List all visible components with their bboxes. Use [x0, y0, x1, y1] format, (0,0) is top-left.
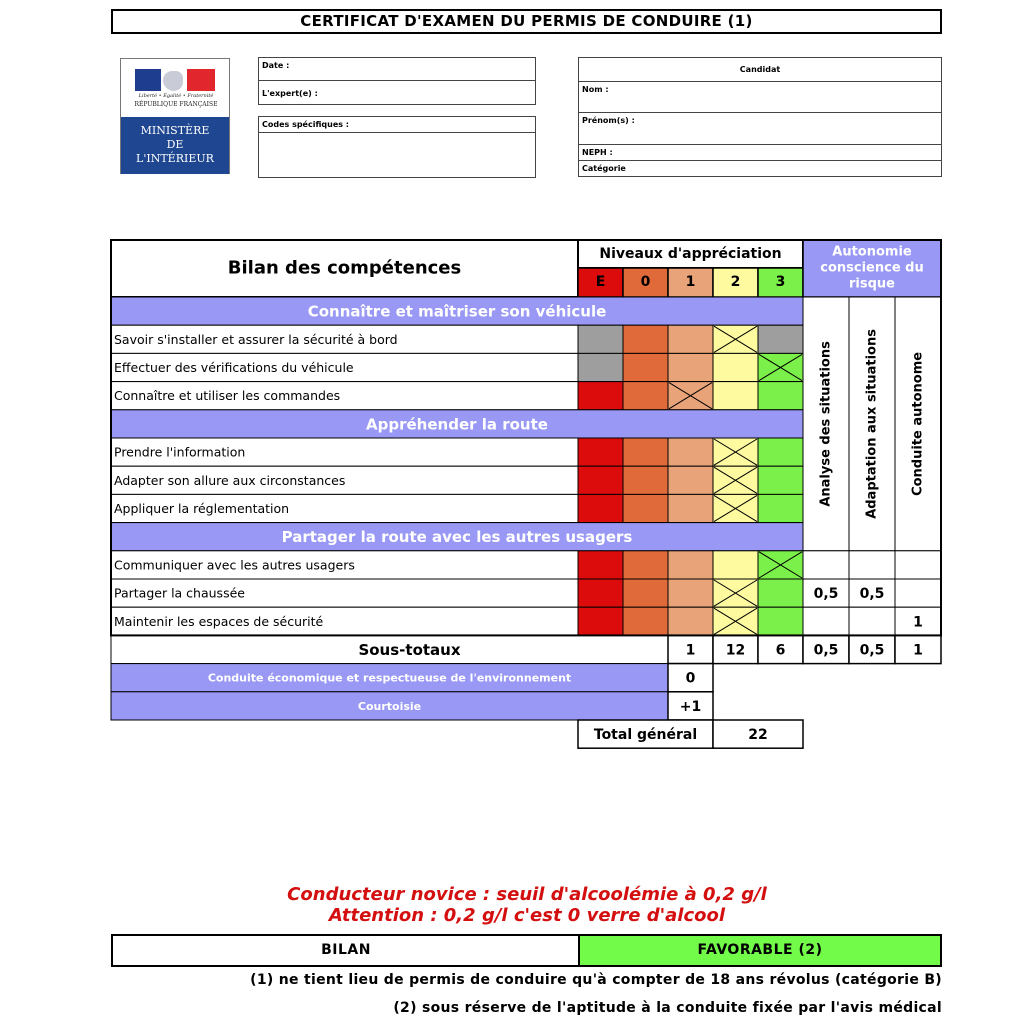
- neph-label: NEPH :: [582, 148, 613, 157]
- competence-label: Prendre l'information: [114, 444, 246, 460]
- level-header-label: 3: [775, 274, 786, 290]
- candidate-header-label: Candidat: [739, 65, 781, 74]
- level-cell: [713, 353, 758, 381]
- certificate-title: CERTIFICAT D'EXAMEN DU PERMIS DE CONDUIRE (1): [111, 9, 942, 34]
- level-cell: [578, 551, 623, 579]
- subtotal-value: 12: [725, 642, 746, 659]
- competence-label: Maintenir les espaces de sécurité: [114, 613, 324, 629]
- autonomy-title-line: risque: [849, 276, 895, 292]
- level-cell: [758, 438, 803, 466]
- bilan-result: FAVORABLE (2): [578, 934, 942, 967]
- autonomy-title-line: conscience du: [820, 260, 924, 276]
- alcohol-warning-line-2: Attention : 0,2 g/l c'est 0 verre d'alcool: [328, 905, 726, 926]
- bonus-value: +1: [679, 698, 702, 715]
- competence-label: Communiquer avec les autres usagers: [114, 557, 355, 573]
- bonus-value: 0: [685, 670, 696, 687]
- competence-label: Savoir s'installer et assurer la sécurité à bord: [114, 331, 398, 347]
- grid-title: Bilan des compétences: [227, 257, 462, 279]
- competence-label: Appliquer la réglementation: [114, 501, 290, 516]
- autonomy-value: 1: [913, 614, 923, 631]
- date-label: Date :: [262, 61, 290, 70]
- expert-label: L'expert(e) :: [262, 89, 318, 98]
- subtotal-value: 6: [775, 642, 786, 659]
- section-title: Connaître et maîtriser son véhicule: [307, 302, 607, 321]
- subtotal-value: 0,5: [859, 642, 885, 659]
- level-cell: [623, 382, 668, 410]
- categorie-label: Catégorie: [582, 164, 626, 173]
- level-header-label: 2: [730, 274, 741, 290]
- logo-line-1: MINISTÈRE: [140, 124, 210, 137]
- level-header-label: 1: [685, 274, 696, 290]
- level-cell: [758, 607, 803, 635]
- level-cell: [758, 382, 803, 410]
- competence-label: Adapter son allure aux circonstances: [114, 472, 346, 488]
- level-cell: [668, 466, 713, 494]
- level-header-label: E: [595, 274, 606, 290]
- level-cell: [623, 325, 668, 353]
- subtotal-value: 1: [913, 642, 923, 659]
- level-cell: [578, 494, 623, 522]
- competence-label: Connaître et utiliser les commandes: [114, 388, 341, 404]
- level-cell: [578, 466, 623, 494]
- autonomy-cell: [849, 551, 895, 579]
- level-cell: [578, 353, 623, 381]
- alcohol-warning-line-1: Conducteur novice : seuil d'alcoolémie à 0,2 g/l: [287, 884, 767, 905]
- autonomy-column-label: Conduite autonome: [910, 351, 926, 496]
- level-cell: [668, 607, 713, 635]
- footnote-1: (1) ne tient lieu de permis de conduire qu'à compter de 18 ans révolus (catégorie B): [250, 972, 942, 988]
- level-cell: [623, 353, 668, 381]
- level-cell: [578, 382, 623, 410]
- autonomy-cell: [895, 579, 941, 607]
- bilan-label: BILAN: [111, 934, 579, 967]
- autonomy-title-line: Autonomie: [832, 244, 912, 260]
- section-title: Partager la route avec les autres usagers: [281, 528, 633, 547]
- logo-line-3: L'INTÉRIEUR: [136, 152, 214, 165]
- level-cell: [623, 579, 668, 607]
- bonus-label: Conduite économique et respectueuse de l'environnement: [207, 671, 572, 685]
- subtotal-value: 1: [685, 642, 696, 659]
- autonomy-cell: [895, 551, 941, 579]
- autonomy-cell: [803, 551, 849, 579]
- prenom-label: Prénom(s) :: [582, 116, 635, 125]
- level-cell: [713, 551, 758, 579]
- level-cell: [578, 579, 623, 607]
- level-cell: [623, 466, 668, 494]
- level-cell: [758, 579, 803, 607]
- footnote-2: (2) sous réserve de l'aptitude à la conduite fixée par l'avis médical: [393, 1000, 942, 1016]
- level-cell: [758, 466, 803, 494]
- autonomy-column-label: Analyse des situations: [818, 341, 834, 507]
- level-cell: [668, 579, 713, 607]
- autonomy-value: 0,5: [859, 586, 885, 603]
- level-cell: [623, 551, 668, 579]
- total-label: Total général: [593, 727, 698, 744]
- total-value: 22: [748, 727, 768, 744]
- level-cell: [623, 438, 668, 466]
- bonus-label: Courtoisie: [357, 699, 422, 713]
- level-cell: [578, 438, 623, 466]
- level-cell: [713, 382, 758, 410]
- logo-line-2: DE: [166, 138, 184, 151]
- logo-republic: RÉPUBLIQUE FRANÇAISE: [134, 101, 218, 108]
- levels-title: Niveaux d'appréciation: [599, 246, 782, 262]
- level-cell: [668, 551, 713, 579]
- logo-motto: Liberté • Égalité • Fraternité: [138, 93, 214, 99]
- level-cell: [758, 494, 803, 522]
- competence-label: Partager la chaussée: [114, 585, 245, 601]
- subtotal-value: 0,5: [813, 642, 839, 659]
- section-title: Appréhender la route: [366, 415, 548, 434]
- codes-label: Codes spécifiques :: [262, 120, 349, 129]
- level-cell: [578, 607, 623, 635]
- level-cell: [668, 325, 713, 353]
- level-header-label: 0: [640, 274, 651, 290]
- level-cell: [578, 325, 623, 353]
- level-cell: [758, 325, 803, 353]
- subtotal-label: Sous-totaux: [358, 641, 461, 659]
- autonomy-value: 0,5: [813, 586, 839, 603]
- nom-label: Nom :: [582, 85, 609, 94]
- autonomy-cell: [849, 607, 895, 635]
- level-cell: [668, 438, 713, 466]
- level-cell: [623, 494, 668, 522]
- competence-label: Effectuer des vérifications du véhicule: [114, 360, 354, 375]
- autonomy-column-label: Adaptation aux situations: [864, 329, 880, 519]
- autonomy-cell: [803, 607, 849, 635]
- level-cell: [668, 494, 713, 522]
- level-cell: [668, 353, 713, 381]
- level-cell: [623, 607, 668, 635]
